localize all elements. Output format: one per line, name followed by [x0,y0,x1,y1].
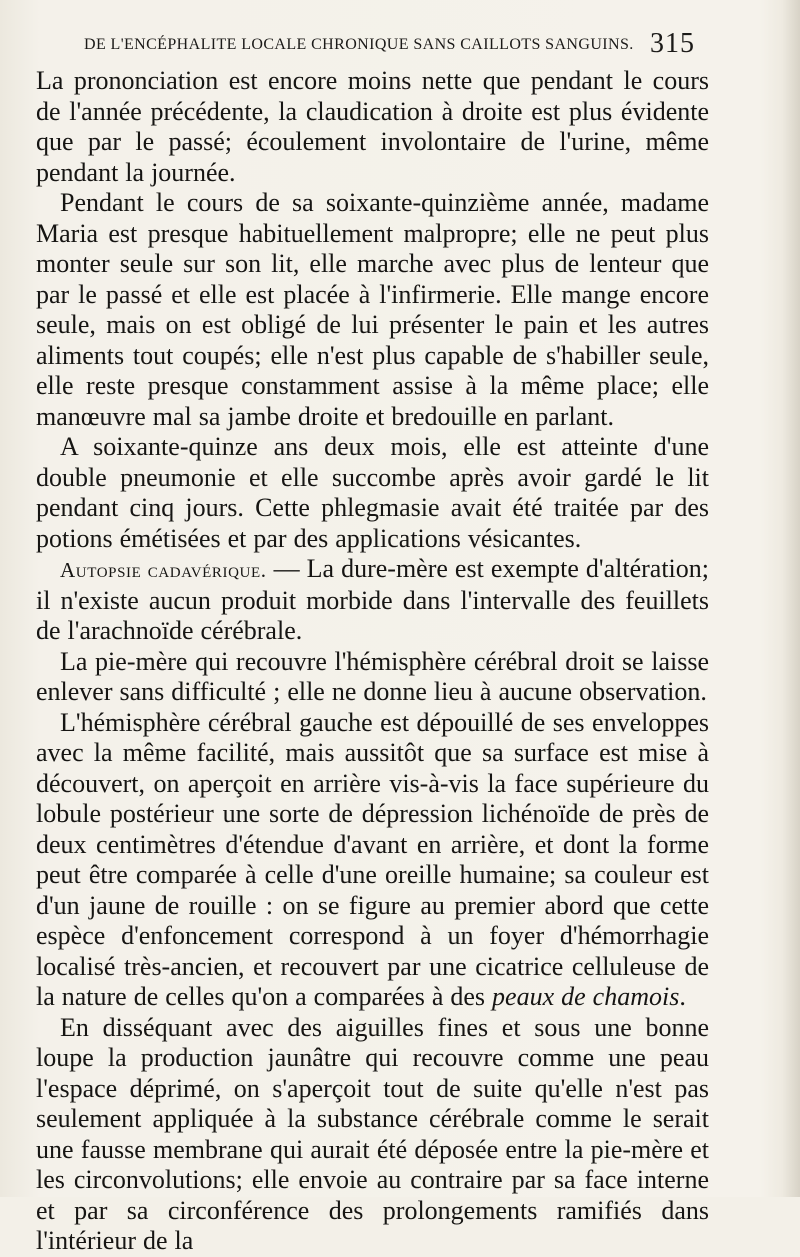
paragraph-3 [36,432,709,554]
italic-phrase: peaux de chamois [492,982,680,1011]
paragraph-autopsy-text: — La dure-mère est exempte d'altération; il n'existe aucun produit morbide dans l'intervalle des feuillets de l'arachnoïde cérébrale. [36,554,709,645]
paragraph-7 [36,1013,709,1257]
paragraph-2 [36,188,709,432]
running-head: DE L'ENCÉPHALITE LOCALE CHRONIQUE SANS CAILLOTS SANGUINS. [84,36,634,53]
paragraph-2-text: Pendant le cours de sa soixante-quinzième année, madame Maria est presque habituellement malpropre; elle ne peut plus monter seule sur son lit, elle marche avec plus de lenteur que par le passé et elle est placée à l'infirmerie. Elle mange encore seule, mais on est obligé de lui présenter le pain et les autres aliments tout coupés; elle n'est plus capable de s'habiller seule, elle reste presque constamment assise à la même place; elle manœuvre mal sa jambe droite et bredouille en parlant. [36,188,709,431]
paragraph-1-text: La prononciation est encore moins nette que pendant le cours de l'année précédente, la claudication à droite est plus évidente que par le passé; écoulement involontaire de l'urine, même pendant la journée. [36,66,709,187]
paragraph-5 [36,647,709,708]
page-body [36,66,709,1257]
paragraph-3-text: A soixante-quinze ans deux mois, elle est atteinte d'une double pneumonie et elle succombe après avoir gardé le lit pendant cinq jours. Cette phlegmasie avait été traitée par des potions émétisées et par des applications vésicantes. [36,432,709,553]
page-number: 315 [650,28,695,59]
paragraph-6-text: L'hémisphère cérébral gauche est dépouillé de ses enveloppes avec la même facilité, mais aussitôt que sa surface est mise à découvert, on aperçoit en arrière vis-à-vis la face supérieure du lobule postérieur une sorte de dépression lichénoïde de près de deux centimètres d'étendue d'avant en arrière, et dont la forme peut être comparée à celle d'une oreille humaine; sa couleur est d'un jaune de rouille : on se figure au premier abord que cette espèce d'enfoncement correspond à un foyer d'hémorrhagie localisé très-ancien, et recouvert par une cicatrice celluleuse de la nature de celles qu'on a comparées à des [36,707,709,1011]
page-header [60,30,695,64]
page-edge-shadow [782,0,800,1197]
paragraph-autopsy [36,554,709,647]
paragraph-6 [36,708,709,1013]
paragraph-6-tail: . [679,982,686,1011]
paragraph-1 [36,66,709,188]
paragraph-5-text: La pie-mère qui recouvre l'hémisphère cérébral droit se laisse enlever sans difficulté ; elle ne donne lieu à aucune observation. [36,646,709,706]
paragraph-7-text: En disséquant avec des aiguilles fines et sous une bonne loupe la production jaunâtre qui recouvre comme une peau l'espace déprimé, on s'aperçoit tout de suite qu'elle n'est pas seulement appliquée à la substance cérébrale comme le serait une fausse membrane qui aurait été déposée entre la pie-mère et les circonvolutions; elle envoie au contraire par sa face interne et par sa circonférence des prolongements ramifiés dans l'intérieur de la [36,1012,709,1255]
section-lead: Autopsie cadavérique. [60,558,267,582]
